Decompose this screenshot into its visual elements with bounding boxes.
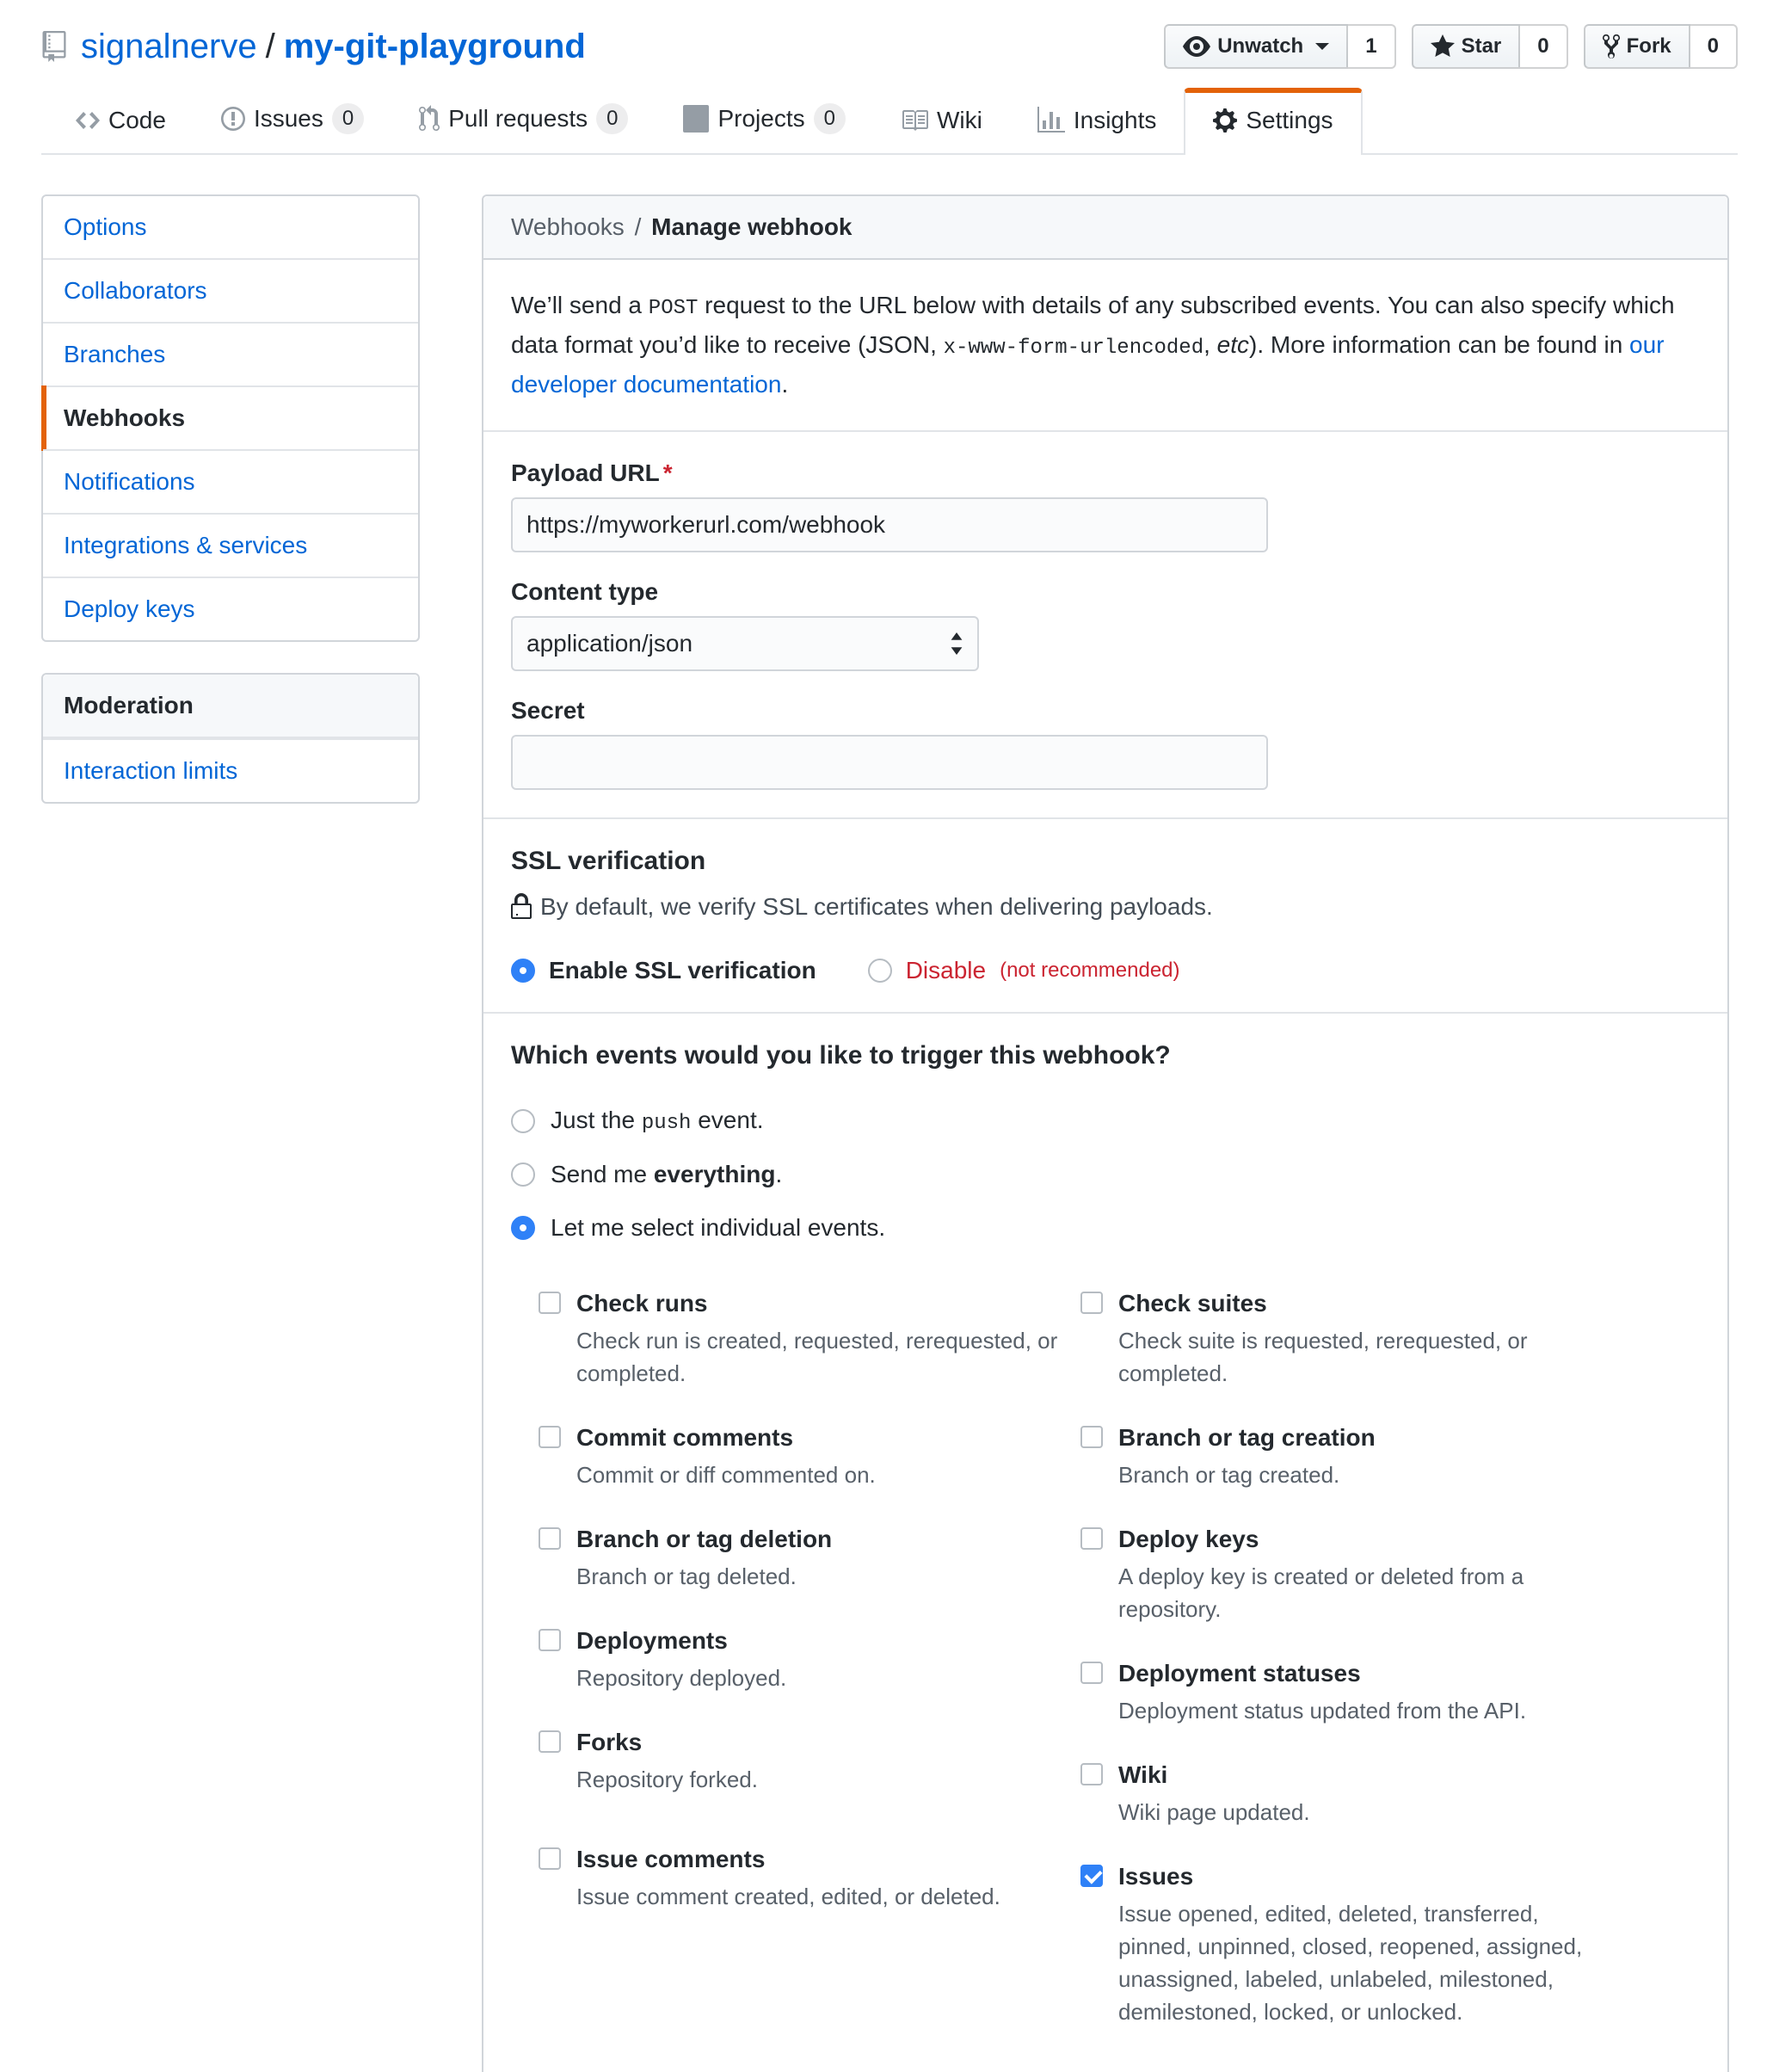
- content-type-label: Content type: [511, 578, 659, 605]
- event-description: Branch or tag created.: [1118, 1462, 1340, 1488]
- event-description: Wiki page updated.: [1118, 1799, 1310, 1825]
- event-title: Commit comments: [576, 1424, 794, 1451]
- fork-icon: [1603, 33, 1620, 60]
- sidebar-item-deploy-keys[interactable]: Deploy keys: [43, 577, 418, 640]
- event-wiki: [1080, 1758, 1617, 1828]
- sidebar-item-interaction-limits[interactable]: Interaction limits: [43, 738, 418, 802]
- ssl-enable-radio[interactable]: [511, 957, 816, 984]
- watch-control: [1164, 24, 1395, 69]
- repo-nav: [41, 84, 1738, 155]
- radio-button[interactable]: [511, 1109, 535, 1133]
- stargazers-count[interactable]: 0: [1520, 24, 1567, 69]
- event-deployments: [539, 1624, 1080, 1694]
- moderation-heading: Moderation: [43, 675, 418, 738]
- check-runs-checkbox[interactable]: [539, 1292, 561, 1314]
- secret-label: Secret: [511, 697, 585, 724]
- project-icon: [683, 105, 709, 133]
- event-title: Issues: [1118, 1863, 1194, 1890]
- events-radio-individual-label: Let me select individual events.: [551, 1214, 886, 1241]
- tab-settings[interactable]: [1184, 88, 1362, 155]
- book-icon: [901, 107, 928, 134]
- radio-button[interactable]: [511, 959, 535, 983]
- projects-counter: 0: [814, 103, 846, 134]
- manage-webhook-panel: [482, 194, 1729, 2072]
- unwatch-label: Unwatch: [1217, 34, 1304, 58]
- post-code: POST: [648, 297, 699, 320]
- ssl-heading: SSL verification: [511, 847, 706, 875]
- event-description: Check run is created, requested, rerequested, or completed.: [576, 1328, 1058, 1386]
- event-description: Check suite is requested, rerequested, or completed.: [1118, 1328, 1528, 1386]
- event-title: Deployments: [576, 1627, 728, 1654]
- event-branch-tag-creation: [1080, 1421, 1617, 1491]
- tab-wiki-label: Wiki: [936, 107, 982, 133]
- issues-counter: 0: [332, 103, 364, 134]
- events-heading: Which events would you like to trigger this webhook?: [511, 1041, 1171, 1070]
- fork-control: [1584, 24, 1738, 69]
- sidebar-item-branches[interactable]: Branches: [43, 322, 418, 385]
- moderation-menu: [41, 673, 420, 804]
- sidebar-item-options[interactable]: Options: [64, 213, 147, 240]
- payload-url-input[interactable]: [511, 497, 1268, 552]
- repo-owner-link[interactable]: signalnerve: [81, 27, 257, 65]
- star-control: [1412, 24, 1568, 69]
- tab-pull-requests-label: Pull requests: [448, 105, 588, 132]
- intro-text: .: [781, 371, 789, 398]
- ssl-enable-label: Enable SSL verification: [549, 957, 816, 984]
- webhook-intro-section: [483, 260, 1727, 432]
- event-title: Deploy keys: [1118, 1526, 1259, 1552]
- breadcrumb-webhooks-link[interactable]: Webhooks: [511, 213, 625, 240]
- required-asterisk: *: [662, 459, 673, 486]
- events-radio-push[interactable]: [511, 1107, 1700, 1135]
- events-column-left: [539, 1286, 1080, 2059]
- event-title: Forks: [576, 1729, 643, 1755]
- tab-issues[interactable]: [194, 84, 391, 153]
- repo-title-separator: /: [265, 27, 275, 65]
- sidebar-item-integrations[interactable]: Integrations & services: [43, 513, 418, 577]
- fork-button[interactable]: [1584, 24, 1690, 69]
- event-deployment-statuses: [1080, 1656, 1617, 1727]
- developer-docs-link[interactable]: our developer documentation: [511, 331, 1665, 398]
- intro-text: We’ll send a: [511, 292, 649, 318]
- ssl-disable-radio[interactable]: [868, 957, 1180, 984]
- page-title: [41, 28, 586, 66]
- tab-insights-label: Insights: [1073, 107, 1157, 133]
- event-check-suites: [1080, 1286, 1617, 1390]
- event-title: Issue comments: [576, 1846, 766, 1872]
- gear-icon: [1213, 107, 1237, 134]
- event-branch-tag-deletion: [539, 1522, 1080, 1593]
- tab-insights[interactable]: [1010, 88, 1185, 153]
- webhook-form-section: [483, 432, 1727, 819]
- issue-comments-checkbox[interactable]: [539, 1847, 561, 1870]
- intro-text: ,: [1203, 331, 1217, 358]
- tab-settings-label: Settings: [1246, 107, 1333, 133]
- intro-text: request to the URL below with details of any subscribed events. You can also specify which data format you’d like to receive (JSON,: [511, 292, 1675, 358]
- event-forks: [539, 1725, 1080, 1796]
- tab-code[interactable]: [48, 88, 194, 153]
- commit-comments-checkbox[interactable]: [539, 1426, 561, 1448]
- event-description: Commit or diff commented on.: [576, 1462, 876, 1488]
- wiki-checkbox[interactable]: [1080, 1763, 1103, 1785]
- event-description: Repository deployed.: [576, 1665, 787, 1691]
- lock-icon: [511, 893, 532, 921]
- deployments-checkbox[interactable]: [539, 1629, 561, 1651]
- issue-opened-icon: [221, 105, 245, 133]
- event-check-runs: [539, 1286, 1080, 1390]
- git-pull-request-icon: [419, 105, 440, 133]
- event-deploy-keys: [1080, 1522, 1617, 1625]
- radio-button[interactable]: [868, 959, 892, 983]
- event-description: Branch or tag deleted.: [576, 1563, 797, 1589]
- deployment-statuses-checkbox[interactable]: [1080, 1662, 1103, 1684]
- watchers-count[interactable]: 1: [1348, 24, 1395, 69]
- event-issues: [1080, 1859, 1617, 2028]
- issues-checkbox[interactable]: [1080, 1865, 1103, 1887]
- events-column-right: [1080, 1286, 1617, 2059]
- code-icon: [76, 107, 100, 134]
- pull-requests-counter: 0: [596, 103, 628, 134]
- content-type-select[interactable]: [511, 616, 979, 671]
- event-title: Branch or tag creation: [1118, 1424, 1376, 1451]
- event-title: Deployment statuses: [1118, 1660, 1361, 1687]
- unwatch-button[interactable]: [1164, 24, 1348, 69]
- graph-icon: [1037, 107, 1065, 134]
- ssl-verification-section: [483, 819, 1727, 1014]
- content-type-value: application/json: [526, 630, 693, 657]
- events-checkbox-grid: [539, 1286, 1700, 2059]
- events-radio-everything-label: Send me everything.: [551, 1161, 783, 1187]
- ssl-note: [511, 893, 1700, 921]
- tab-wiki[interactable]: [873, 88, 1010, 153]
- radio-button[interactable]: [511, 1216, 535, 1240]
- settings-sidebar: [41, 194, 420, 804]
- etc-italic: etc: [1216, 331, 1250, 358]
- radio-button[interactable]: [511, 1162, 535, 1187]
- push-code: push: [641, 1112, 692, 1135]
- event-title: Branch or tag deletion: [576, 1526, 833, 1552]
- tab-projects-label: Projects: [717, 105, 805, 132]
- breadcrumb: [483, 196, 1727, 260]
- events-radio-push-label: Just the push event.: [551, 1107, 764, 1135]
- forks-count[interactable]: 0: [1690, 24, 1738, 69]
- event-description: Issue comment created, edited, or deleted.: [576, 1884, 1000, 1909]
- sidebar-item-webhooks[interactable]: Webhooks: [43, 385, 418, 449]
- intro-text: ). More information can be found in: [1249, 331, 1630, 358]
- event-issue-comments: [539, 1842, 1080, 1913]
- event-commit-comments: [539, 1421, 1080, 1491]
- event-title: Check runs: [576, 1290, 708, 1317]
- event-title: Wiki: [1118, 1761, 1168, 1788]
- repo-icon: [41, 31, 67, 62]
- select-caret-icon: [950, 632, 963, 655]
- trigger-events-section: [483, 1014, 1727, 2072]
- chevron-down-icon: [1315, 43, 1329, 50]
- star-label: Star: [1461, 34, 1502, 58]
- branch-tag-deletion-checkbox[interactable]: [539, 1527, 561, 1550]
- repo-name-link[interactable]: my-git-playground: [283, 27, 586, 65]
- eye-icon: [1183, 33, 1210, 60]
- secret-input[interactable]: [511, 735, 1268, 790]
- event-description: Issue opened, edited, deleted, transferred, pinned, unpinned, closed, reopened, assigned, unassigned, labeled, unlabeled, milestoned, demilestoned, locked, or unlocked.: [1118, 1901, 1583, 2025]
- event-title: Check suites: [1118, 1290, 1267, 1317]
- repo-actions: [1164, 24, 1738, 69]
- forks-checkbox[interactable]: [539, 1730, 561, 1753]
- events-radio-everything[interactable]: [511, 1161, 1700, 1188]
- star-button[interactable]: [1412, 24, 1521, 69]
- ssl-disable-note: (not recommended): [1000, 959, 1180, 982]
- ssl-note-text: By default, we verify SSL certificates when delivering payloads.: [540, 893, 1213, 920]
- repo-header: [0, 0, 1779, 155]
- tab-projects[interactable]: [656, 84, 873, 153]
- fork-label: Fork: [1626, 34, 1671, 58]
- events-radio-individual[interactable]: [511, 1214, 1700, 1242]
- branch-tag-creation-checkbox[interactable]: [1080, 1426, 1103, 1448]
- tab-pull-requests[interactable]: [391, 84, 656, 153]
- event-description: A deploy key is created or deleted from a repository.: [1118, 1563, 1524, 1622]
- urlencoded-code: x-www-form-urlencoded: [943, 336, 1204, 360]
- breadcrumb-current: Manage webhook: [651, 213, 853, 240]
- breadcrumb-separator: /: [634, 213, 642, 240]
- deploy-keys-checkbox[interactable]: [1080, 1527, 1103, 1550]
- check-suites-checkbox[interactable]: [1080, 1292, 1103, 1314]
- star-icon: [1431, 33, 1455, 60]
- tab-issues-label: Issues: [253, 105, 323, 132]
- event-description: Repository forked.: [576, 1767, 758, 1792]
- webhook-intro-text: [511, 287, 1702, 403]
- event-description: Deployment status updated from the API.: [1118, 1698, 1527, 1724]
- ssl-disable-label: Disable: [905, 957, 987, 984]
- sidebar-item-notifications[interactable]: Notifications: [43, 449, 418, 513]
- sidebar-item-collaborators[interactable]: Collaborators: [43, 258, 418, 322]
- settings-menu: [41, 194, 420, 642]
- tab-code-label: Code: [108, 107, 166, 133]
- payload-url-label: Payload URL *: [511, 459, 673, 486]
